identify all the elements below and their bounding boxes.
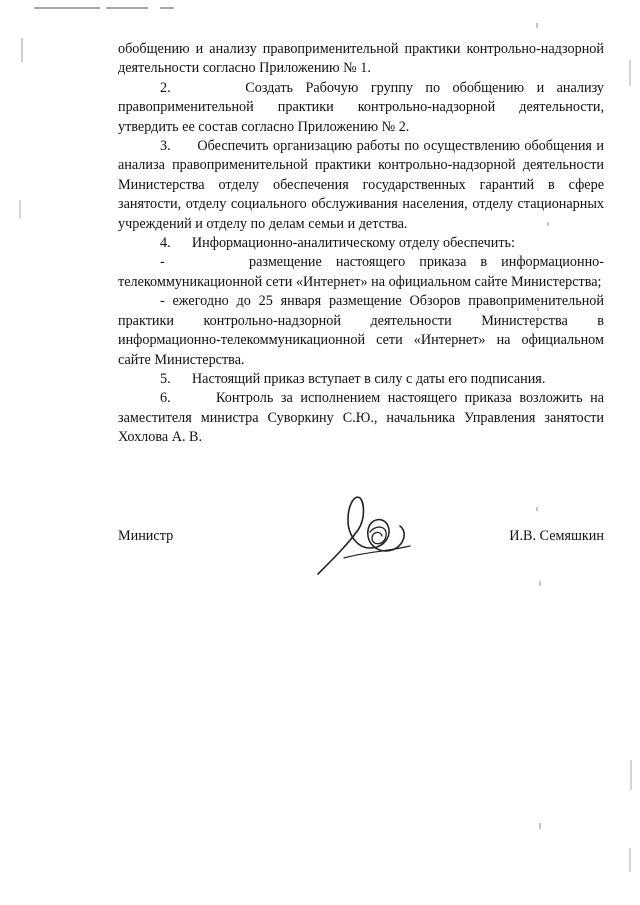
signatory-title: Министр — [118, 528, 174, 544]
paragraph-item-4: 4. Информационно-аналитическому отделу обеспечить: — [160, 235, 515, 252]
paragraph-subitem-1: - размещение настоящего приказа в информационно-телекоммуникационной сети «Интернет» на официальном сайте Министерства; — [118, 254, 604, 290]
paragraph-continuation: обобщению и анализу правоприменительной практики контрольно-надзорной деятельности согласно Приложению № 1. — [118, 41, 604, 77]
paragraph-item-3: 3. Обеспечить организацию работы по осуществлению обобщения и анализа правоприменительной практики контрольно-надзорной деятельности Министерства отделу обеспечения государственных гарантий в сфере занятости, отделу социального обслуживания населения, отделу стационарных учреждений и отделу по делам семьи и детства. — [118, 138, 604, 232]
handwritten-signature — [314, 488, 424, 578]
paragraph-item-6: 6. Контроль за исполнением настоящего приказа возложить на заместителя министра Суворкину С.Ю., начальника Управления занятости Хохлова А. В. — [118, 390, 604, 446]
document-body — [118, 40, 604, 448]
paragraph-subitem-2: - ежегодно до 25 января размещение Обзоров правоприменительной практики контрольно-надзорной деятельности Министерства в информационно-телекоммуникационной сети «Интернет» на официальном сайте Министерства. — [118, 293, 604, 368]
signatory-name: И.В. Семяшкин — [509, 528, 604, 544]
paragraph-item-2: 2. Создать Рабочую группу по обобщению и анализу правоприменительной практики контрольно-надзорной деятельности, утвердить ее состав согласно Приложению № 2. — [118, 79, 604, 135]
paragraph-item-5: 5. Настоящий приказ вступает в силу с даты его подписания. — [160, 370, 546, 387]
signature-block — [118, 520, 604, 580]
